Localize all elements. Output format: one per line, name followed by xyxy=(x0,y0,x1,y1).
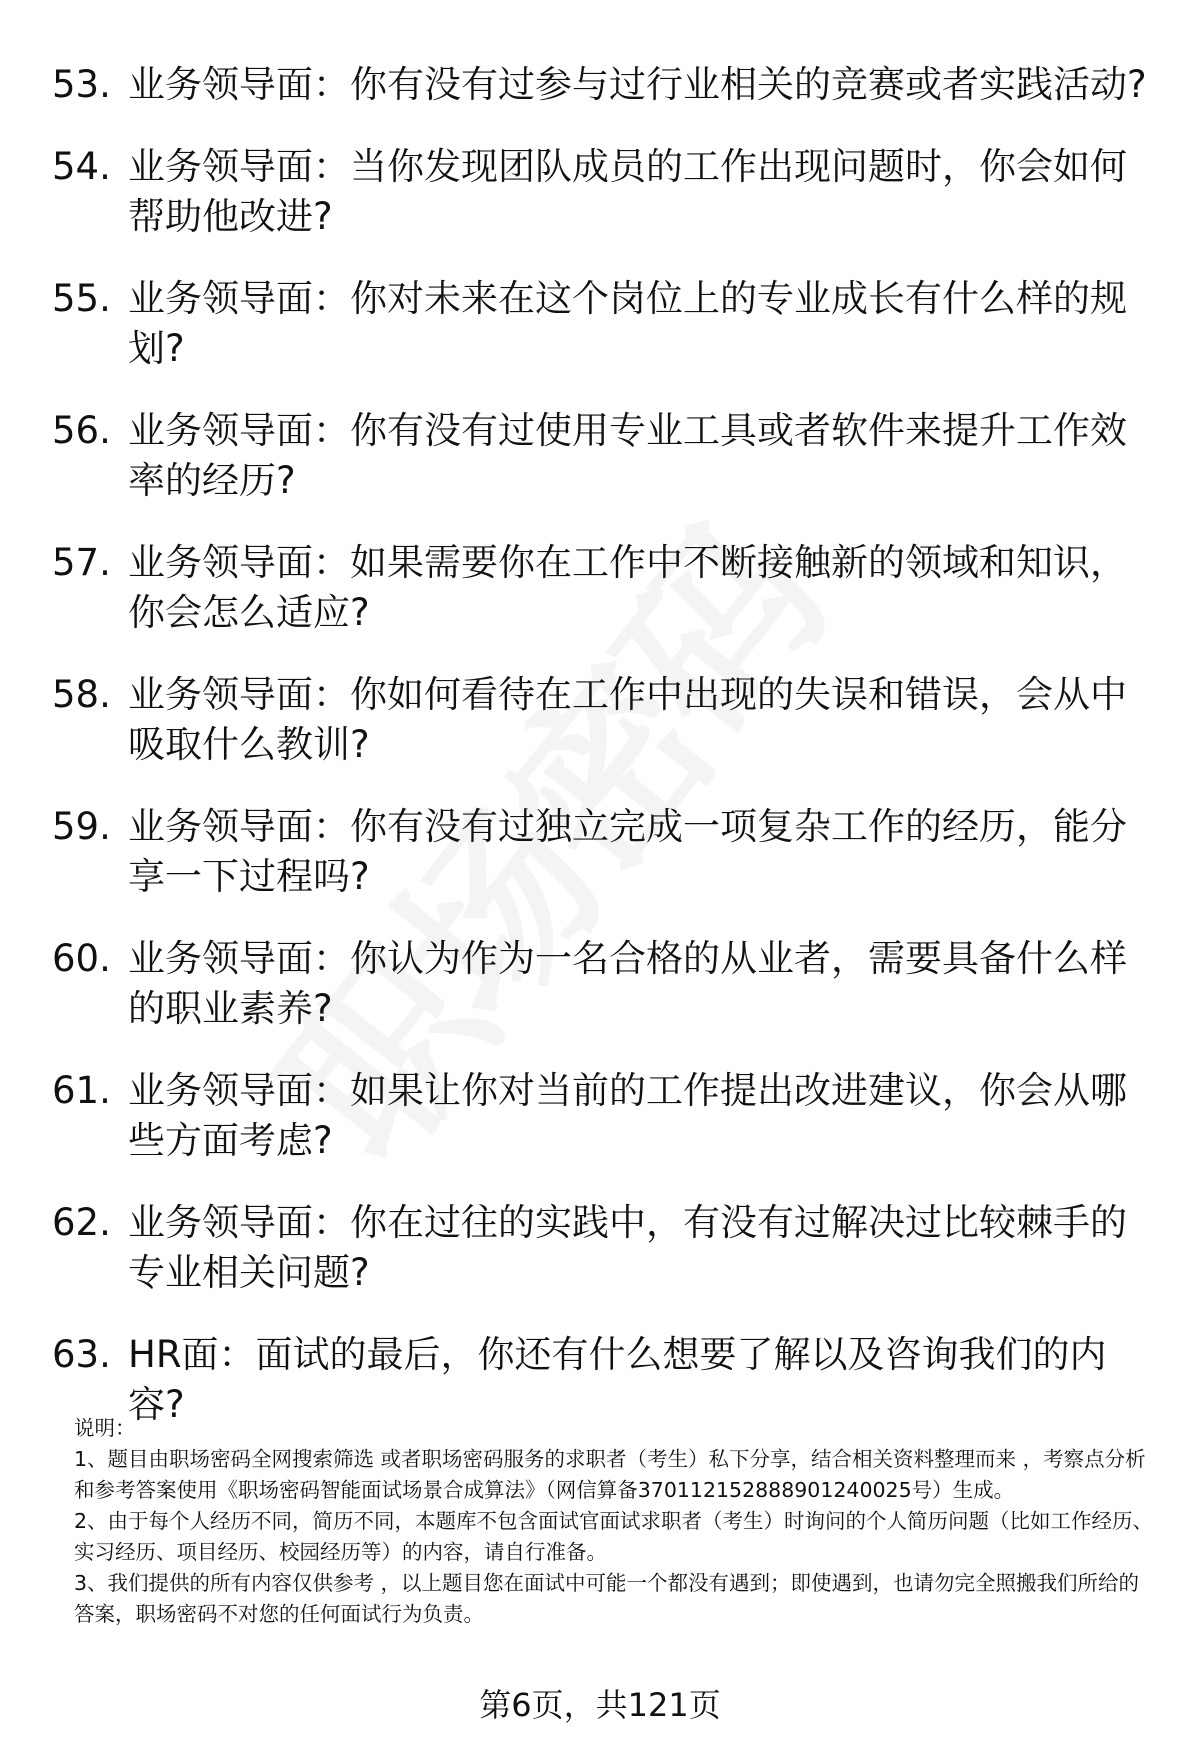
question-text: 业务领导面：你对未来在这个岗位上的专业成长有什么样的规划? xyxy=(128,277,1127,370)
question-text: 业务领导面：当你发现团队成员的工作出现问题时，你会如何帮助他改进? xyxy=(128,145,1127,238)
question-number: 57. xyxy=(52,541,111,584)
question-number: 53. xyxy=(52,63,111,106)
notes-heading: 说明： xyxy=(74,1416,136,1440)
question-text: 业务领导面：你有没有过独立完成一项复杂工作的经历，能分享一下过程吗? xyxy=(128,805,1127,898)
question-number: 55. xyxy=(52,277,111,320)
question-number: 59. xyxy=(52,805,111,848)
question-text: 业务领导面：你在过往的实践中，有没有过解决过比较棘手的专业相关问题? xyxy=(128,1201,1127,1294)
question-item xyxy=(52,1066,1152,1166)
notes-section xyxy=(74,1413,1154,1630)
note-item: 2、由于每个人经历不同，简历不同，本题库不包含面试官面试求职者（考生）时询问的个人简历问题（比如工作经历、实习经历、项目经历、校园经历等）的内容，请自行准备。 xyxy=(74,1509,1154,1564)
question-text: 业务领导面：你有没有过参与过行业相关的竞赛或者实践活动? xyxy=(128,63,1147,106)
question-item xyxy=(52,538,1152,638)
question-list xyxy=(52,60,1152,1462)
question-number: 61. xyxy=(52,1069,111,1112)
question-item xyxy=(52,670,1152,770)
question-item xyxy=(52,1198,1152,1298)
question-item xyxy=(52,406,1152,506)
question-text: 业务领导面：如果需要你在工作中不断接触新的领域和知识，你会怎么适应? xyxy=(128,541,1127,634)
question-text: 业务领导面：你如何看待在工作中出现的失误和错误，会从中吸取什么教训? xyxy=(128,673,1127,766)
question-item xyxy=(52,274,1152,374)
page-footer: 第6页，共121页 xyxy=(479,1686,721,1724)
question-number: 58. xyxy=(52,673,111,716)
question-number: 54. xyxy=(52,145,111,188)
note-item: 1、题目由职场密码全网搜索筛选 或者职场密码服务的求职者（考生）私下分享，结合相关资料整理而来 ，考察点分析和参考答案使用《职场密码智能面试场景合成算法》（网信算备370112152888901240025号）生成。 xyxy=(74,1447,1146,1502)
question-text: HR面：面试的最后，你还有什么想要了解以及咨询我们的内容? xyxy=(128,1333,1107,1426)
question-text: 业务领导面：你有没有过使用专业工具或者软件来提升工作效率的经历? xyxy=(128,409,1127,502)
question-text: 业务领导面：你认为作为一名合格的从业者，需要具备什么样的职业素养? xyxy=(128,937,1127,1030)
question-item xyxy=(52,60,1152,110)
question-text: 业务领导面：如果让你对当前的工作提出改进建议，你会从哪些方面考虑? xyxy=(128,1069,1127,1162)
question-item xyxy=(52,142,1152,242)
question-number: 56. xyxy=(52,409,111,452)
question-item xyxy=(52,934,1152,1034)
question-number: 63. xyxy=(52,1333,111,1376)
question-number: 62. xyxy=(52,1201,111,1244)
note-item: 3、我们提供的所有内容仅供参考 ，以上题目您在面试中可能一个都没有遇到；即使遇到，也请勿完全照搬我们所给的答案，职场密码不对您的任何面试行为负责。 xyxy=(74,1571,1140,1626)
question-number: 60. xyxy=(52,937,111,980)
question-item xyxy=(52,802,1152,902)
